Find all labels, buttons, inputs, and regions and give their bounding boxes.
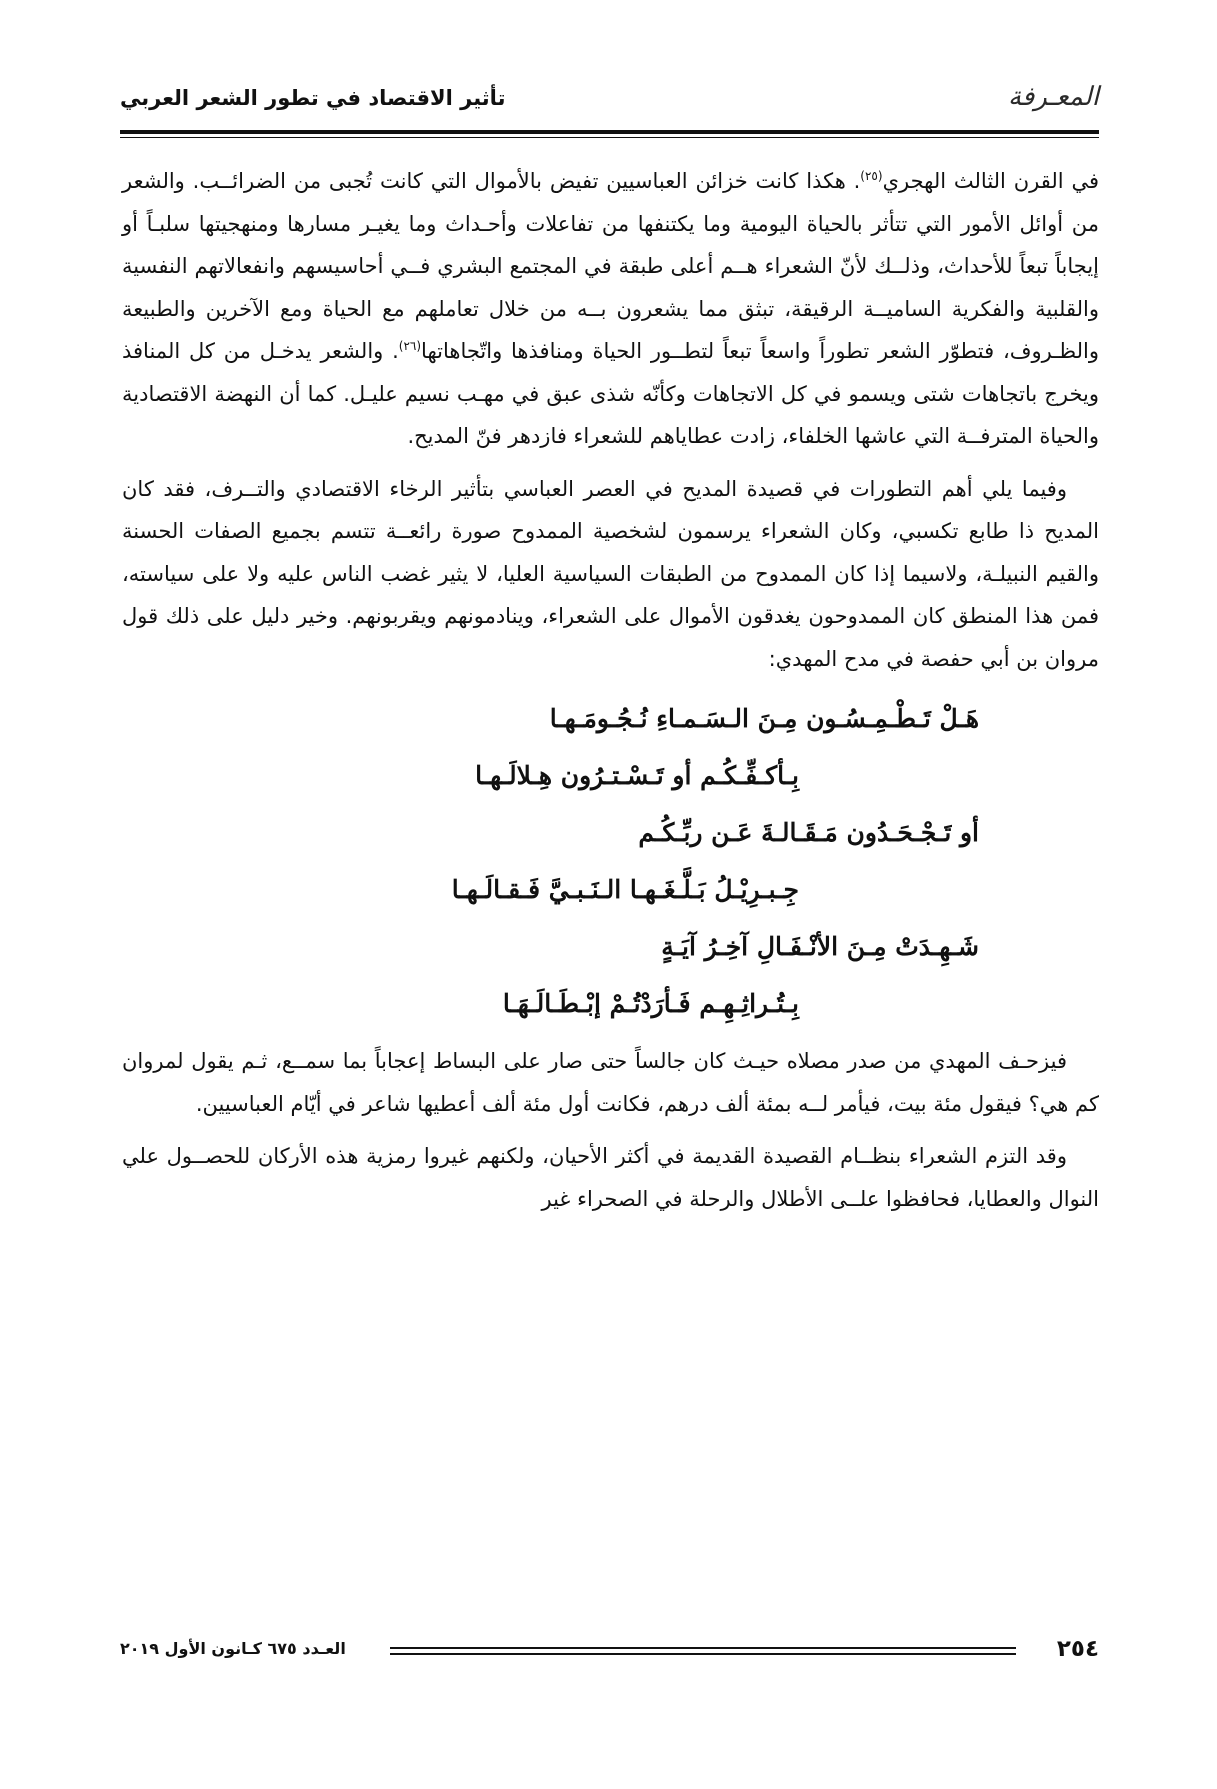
paragraph-1 [122, 160, 1099, 458]
journal-logo: المعـرفة [1007, 82, 1099, 112]
footnote-ref-26: (٢٦) [398, 339, 422, 353]
header-rule-thin [120, 137, 1099, 138]
paragraph-4: وقد التزم الشعراء بنظــام القصيدة القديمة في أكثر الأحيان، ولكنهم غيروا رمزية هذه الأركان للحصــول علي النوال والعطايا، فحافظوا علــى الأطلال والرحلة في الصحراء غير [122, 1144, 1099, 1211]
poem-line-4: جِـبـرِيْـلُ بَـلَّـغَـهـا الـنَـبـيَّ فَـقـالَـهـا [451, 875, 799, 904]
page-footer [120, 1636, 1099, 1672]
paragraph-1-part-a: في القرن الثالث الهجري [882, 169, 1099, 193]
poem-line-2: بِـأكـفِّـكُـم أو تَـسْـتـرُون هِـلالَـهـا [475, 761, 799, 790]
page-number: ٢٥٤ [1056, 1636, 1099, 1662]
poem-line-3: أو تَـجْـحَـدُون مَـقَـالـةَ عَـن ربِّـكُـم [638, 818, 979, 847]
poem-line-5: شَـهِـدَتْ مِـنَ الأنْـفَـالِ آخِـرُ آيَـةٍ [661, 932, 979, 961]
header-rule-thick [120, 130, 1099, 134]
footnote-ref-25: (٢٥) [860, 169, 883, 183]
footer-rule-bottom [390, 1653, 1016, 1655]
article-body [122, 160, 1099, 1230]
issue-info: العـدد ٦٧٥ كـانون الأول ٢٠١٩ [120, 1639, 346, 1658]
paragraph-1-part-b: . هكذا كانت خزائن العباسيين تفيض بالأموال التي كانت تُجبى من الضرائــب. والشعر من أوائل الأمور التي تتأثر بالحياة اليومية وما يكتنفها من تفاعلات وأحـداث وما يغيـر مسارها ومنهجيتها سلبـاً أو إيجاباً تبعاً للأحداث، وذلــك لأنّ الشعراء هــم أعلى طبقة في المجتمع البشري فــي أحاسيسهم وانفعالاتهم النفسية والقلبية والفكرية الساميــة الرقيقة، تبثق مما يشعرون بــه من خلال تعاملهم مع الحياة ومع الآخرين والطبيعة والظـروف، فتطوّر الشعر تطوراً واسعاً تبعاً لتطــور الحياة ومنافذها واتّجاهاتها [122, 169, 1099, 363]
paragraph-1-part-c: . والشعر يدخـل من كل المنافذ ويخرج باتجاهات شتى ويسمو في كل الاتجاهات وكأنّه شذى عبق في مهـب نسيم عليـل. كما أن النهضة الاقتصادية والحياة المترفــة التي عاشها الخلفاء، زادت عطاياهم للشعراء فازدهر فنّ المديح. [122, 339, 1099, 448]
paragraph-3: فيزحـف المهدي من صدر مصلاه حيـث كان جالساً حتى صار على البساط إعجاباً بما سمــع، ثـم يقول لمروان كم هي؟ فيقول مئة بيت، فيأمر لــه بمئة ألف درهم، فكانت أول مئة ألف أعطيها شاعر في أيّام العباسيين. [122, 1049, 1099, 1116]
page-header [120, 78, 1099, 118]
footer-rule-top [390, 1647, 1016, 1649]
poem-line-6: بِـتُـراثِـهِـم فَـأرَدْتُـمْ إبْـطَـالَـهَـا [502, 989, 799, 1018]
poem-line-1: هَـلْ تَـطْـمِـسُـون مِـنَ الـسَـمـاءِ نُـجُـومَـهـا [549, 704, 979, 733]
paragraph-2: وفيما يلي أهم التطورات في قصيدة المديح في العصر العباسي بتأثير الرخاء الاقتصادي والتــرف، فقد كان المديح ذا طابع تكسبي، وكان الشعراء يرسمون لشخصية الممدوح صورة رائعــة تتسم بجميع الصفات الحسنة والقيم النبيلـة، ولاسيما إذا كان الممدوح من الطبقات السياسية العليا، لا يثير غضب الناس عليه ولا على سياسته، فمن هذا المنطق كان الممدوحون يغدقون الأموال على الشعراء، وينادمونهم ويقربونهم. وخير دليل على ذلك قول مروان بن أبي حفصة في مدح المهدي: [122, 476, 1099, 671]
poem-block [122, 690, 1099, 1032]
running-title: تأثير الاقتصاد في تطور الشعر العربي [120, 86, 506, 110]
